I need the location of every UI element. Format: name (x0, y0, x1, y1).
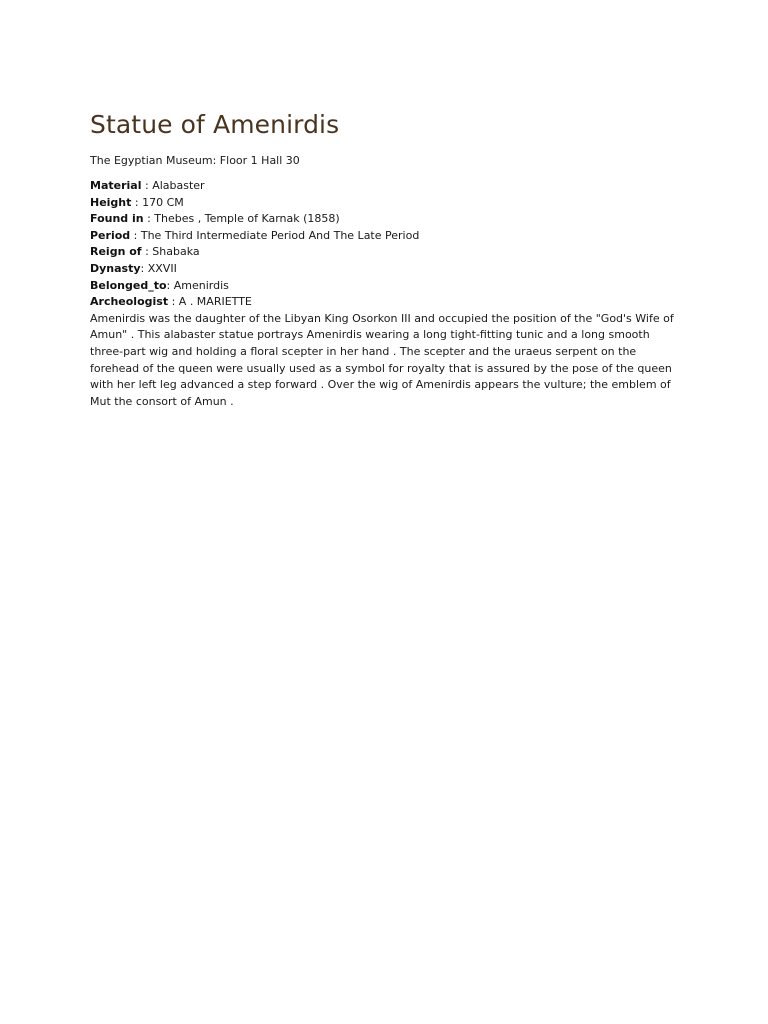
field-separator: : (141, 245, 153, 259)
field-value: Thebes , Temple of Karnak (1858) (154, 212, 340, 226)
field-value: Amenirdis (173, 278, 229, 292)
field-belonged-to (90, 278, 680, 295)
field-key: Found in (90, 212, 144, 226)
field-key: Reign of (90, 245, 142, 259)
field-key: Period (90, 228, 131, 242)
field-separator: : (131, 195, 143, 209)
attribute-list (90, 178, 680, 311)
field-dynasty (90, 261, 680, 278)
field-value: The Third Intermediate Period And The Late Period (140, 228, 420, 242)
field-key: Archeologist (90, 295, 169, 309)
field-separator: : (168, 295, 179, 309)
field-archeologist (90, 294, 680, 311)
field-value: Alabaster (152, 179, 205, 192)
field-separator: : (143, 212, 155, 226)
museum-location: The Egyptian Museum: Floor 1 Hall 30 (90, 154, 300, 167)
description-paragraph: Amenirdis was the daughter of the Libyan King Osorkon III and occupied the position of the "God's Wife of Amun" . This alabaster statue portrays Amenirdis wearing a long tight-fitting tunic and a long smooth three-part wig and holding a floral scepter in her hand . The scepter and the uraeus serpent on the forehead of the queen were usually used as a symbol for royalty that is assured by the pose of the queen with her left leg advanced a step forward . Over the wig of Amenirdis appears the vulture; the emblem of Mut the consort of Amun . (90, 311, 674, 408)
field-key: Height (90, 195, 132, 209)
field-separator: : (140, 261, 148, 275)
field-material (90, 178, 680, 195)
page-title: Statue of Amenirdis (90, 110, 340, 139)
field-value: XXVII (147, 261, 177, 275)
field-value: Shabaka (152, 245, 200, 259)
field-separator: : (130, 228, 141, 242)
field-height (90, 195, 680, 212)
field-separator: : (141, 179, 153, 192)
field-period (90, 228, 680, 245)
document-page (90, 108, 680, 410)
field-value: A . MARIETTE (178, 295, 252, 309)
field-value: 170 CM (142, 195, 184, 209)
field-found-in (90, 211, 680, 228)
field-key: Material (90, 179, 142, 192)
field-separator: : (166, 278, 174, 292)
field-reign-of (90, 244, 680, 261)
field-key: Belonged_to (90, 278, 167, 292)
field-key: Dynasty (90, 261, 141, 275)
